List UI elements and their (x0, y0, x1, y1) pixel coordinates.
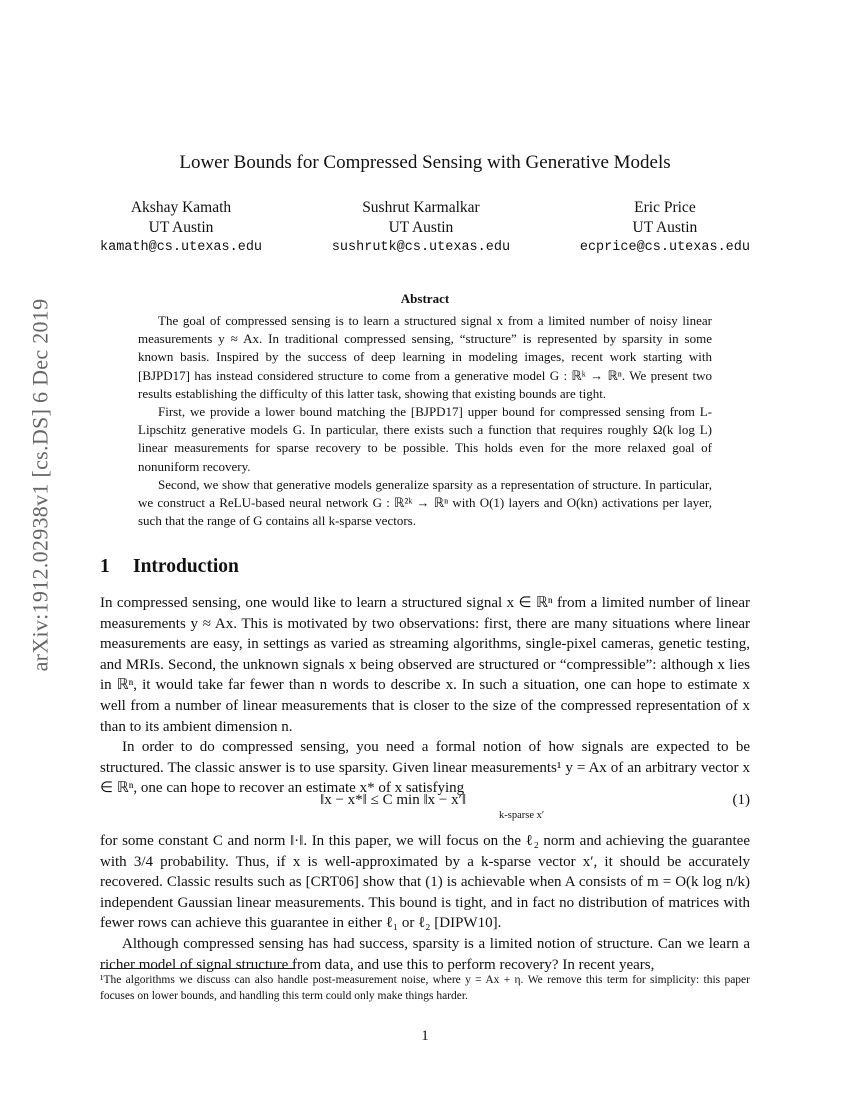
equation-formula: ‖x − x*‖ ≤ C min ‖x − x′‖ (320, 792, 467, 808)
abstract-paragraph: First, we provide a lower bound matching the [BJPD17] upper bound for compressed sensing from L-Lipschitz generative models G. In particular, there exists such a function that requires roughly Ω(k log L) linear measurements for sparse recovery to be possible. This holds even for the more relaxed goal of nonuniform recovery. (138, 404, 712, 474)
arxiv-stamp (20, 275, 60, 695)
section-title: Introduction (133, 556, 239, 577)
equation-number: (1) (732, 792, 750, 808)
intro-text-before-equation (100, 593, 750, 799)
display-equation (100, 790, 750, 824)
abstract-body (138, 312, 712, 530)
footnote-divider (100, 968, 295, 969)
body-paragraph: Although compressed sensing has had success, sparsity is a limited notion of structure. Can we learn a richer model of signal structure from data, and use this to perform recovery? In recent years, (100, 935, 750, 973)
author-name: Eric Price (634, 199, 696, 216)
section-number: 1 (100, 556, 110, 577)
author-name: Sushrut Karmalkar (362, 199, 480, 216)
body-paragraph: for some constant C and norm ‖·‖. In this paper, we will focus on the ℓ₂ norm and achieving the guarantee with 3/4 probability. Thus, if x is well-approximated by a k-sparse vector x′, it should be accurately recovered. Classic results such as [CRT06] show that (1) is achievable when A consists of m = O(k log n/k) independent Gaussian linear measurements. This bound is tight, and in fact no distribution of matrices with fewer rows can achieve this guarantee in either ℓ₁ or ℓ₂ [DIPW10]. (100, 833, 750, 932)
abstract-paragraph: Second, we show that generative models generalize sparsity as a representation of structure. In particular, we construct a ReLU-based neural network G : ℝ²ᵏ → ℝⁿ with O(1) layers and O(kn) activations per layer, such that the range of G contains all k-sparse vectors. (138, 476, 712, 529)
body-paragraph: In compressed sensing, one would like to learn a structured signal x ∈ ℝⁿ from a limited number of linear measurements y ≈ Ax. This is motivated by two observations: first, there are many situations where linear measurements are easy, in settings as varied as streaming algorithms, single-pixel cameras, genetic testing, and MRIs. Second, the unknown signals x being observed are structured or “compressible”: although x lies in ℝⁿ, it would take far fewer than n words to describe x. In such a situation, one can hope to estimate x well from a number of linear measurements that is closer to the size of the compressed representation of x than to its ambient dimension n. (100, 595, 750, 735)
abstract-paragraph: The goal of compressed sensing is to learn a structured signal x from a limited number of noisy linear measurements y ≈ Ax. In traditional compressed sensing, “structure” is represented by sparsity in some known basis. Inspired by the success of deep learning in modeling images, recent work starting with [BJPD17] has instead considered structure to come from a generative model G : ℝᵏ → ℝⁿ. We present two results establishing the difficulty of this latter task, showing that existing bounds are tight. (138, 313, 712, 401)
author-email[interactable]: sushrutk@cs.utexas.edu (331, 240, 511, 255)
equation-subscript: k-sparse x′ (499, 810, 545, 821)
author-affiliation: UT Austin (388, 219, 454, 236)
author-name: Akshay Kamath (130, 199, 232, 216)
author-affiliation: UT Austin (148, 219, 214, 236)
abstract-heading: Abstract (400, 291, 450, 306)
author-affiliation: UT Austin (632, 219, 698, 236)
body-paragraph: In order to do compressed sensing, you need a formal notion of how signals are expected to be structured. The classic answer is to use sparsity. Given linear measurements¹ y = Ax of an arbitrary vector x ∈ ℝⁿ, one can hope to recover an estimate x* of x satisfying (100, 739, 750, 797)
author-2 (332, 198, 510, 258)
author-email[interactable]: ecprice@cs.utexas.edu (579, 240, 750, 255)
author-1 (100, 198, 262, 258)
author-email[interactable]: kamath@cs.utexas.edu (100, 240, 263, 255)
intro-text-after-equation (100, 831, 750, 975)
paper-title: Lower Bounds for Compressed Sensing with Generative Models (179, 152, 671, 173)
arxiv-identifier[interactable]: arXiv:1912.02938v1 [cs.DS] 6 Dec 2019 (27, 298, 53, 672)
author-block (100, 198, 750, 258)
author-3 (580, 198, 750, 258)
page-number: 1 (421, 1028, 429, 1044)
section-heading (100, 556, 239, 578)
footnote: ¹The algorithms we discuss can also handle post-measurement noise, where y = Ax + η. We remove this term for simplicity: this paper focuses on lower bounds, and handling this term could only make things harder. (100, 974, 750, 1002)
